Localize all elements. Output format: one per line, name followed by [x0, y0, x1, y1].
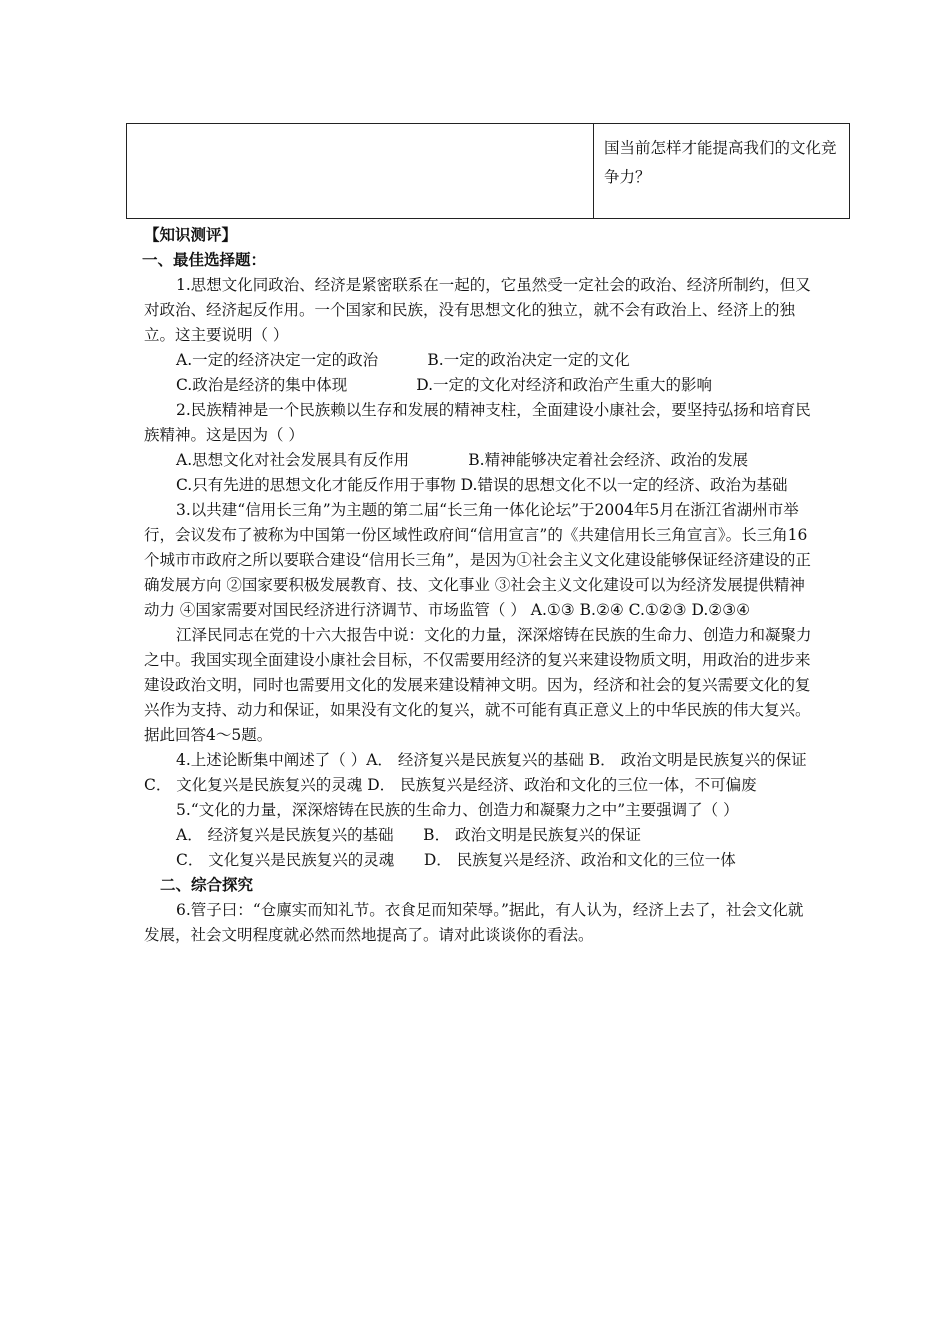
question-5-options-row1: A． 经济复兴是民族复兴的基础 B． 政治文明是民族复兴的保证: [176, 826, 642, 844]
section-title: 【知识测评】: [144, 226, 238, 244]
question-6-stem: 6.管子曰：“仓廪实而知礼节。衣食足而知荣辱。”据此，有人认为，经济上去了，社会文化就发展，社会文明程度就必然而然地提高了。请对此谈谈你的看法。: [144, 901, 804, 944]
top-table: [126, 123, 850, 219]
question-1-options-row2: C.政治是经济的集中体现 D.一定的文化对经济和政治产生重大的影响: [176, 376, 713, 394]
question-2-options-row2: C.只有先进的思想文化才能反作用于事物 D.错误的思想文化不以一定的经济、政治为基础: [176, 476, 788, 494]
question-5-stem: 5.“文化的力量，深深熔铸在民族的生命力、创造力和凝聚力之中”主要强调了（ ）: [176, 801, 739, 819]
document-body: [144, 223, 816, 948]
part1-heading: 一、最佳选择题：: [142, 251, 267, 269]
reading-passage: 江泽民同志在党的十六大报告中说：文化的力量，深深熔铸在民族的生命力、创造力和凝聚力之中。我国实现全面建设小康社会目标，不仅需要用经济的复兴来建设物质文明，用政治的进步来建设政治文明，同时也需要用文化的发展来建设精神文明。因为，经济和社会的复兴需要文化的复兴作为支持、动力和保证，如果没有文化的复兴，就不可能有真正意义上的中华民族的伟大复兴。据此回答4～5题。: [144, 626, 812, 744]
question-5-options-row2: C． 文化复兴是民族复兴的灵魂 D． 民族复兴是经济、政治和文化的三位一体: [176, 851, 736, 869]
table-cell-left: [127, 124, 594, 218]
question-1-options-row1: A.一定的经济决定一定的政治 B.一定的政治决定一定的文化: [176, 351, 630, 369]
question-4-stem: 4.上述论断集中阐述了（ ）A． 经济复兴是民族复兴的基础 B． 政治文明是民族复兴的保证C． 文化复兴是民族复兴的灵魂 D． 民族复兴是经济、政治和文化的三位一体，不可偏废: [144, 751, 807, 794]
part2-heading: 二、综合探究: [160, 876, 254, 894]
question-2-stem: 2.民族精神是一个民族赖以生存和发展的精神支柱，全面建设小康社会，要坚持弘扬和培育民族精神。这是因为（ ）: [144, 401, 811, 444]
question-2-options-row1: A.思想文化对社会发展具有反作用 B.精神能够决定着社会经济、政治的发展: [176, 451, 749, 469]
table-cell-right: 国当前怎样才能提高我们的文化竞争力？: [604, 139, 837, 186]
question-3-stem: 3.以共建“信用长三角”为主题的第二届“长三角一体化论坛”于2004年5月在浙江省湖州市举行，会议发布了被称为中国第一份区域性政府间“信用宣言”的《共建信用长三角宣言》。长三角16个城市市政府之所以要联合建设“信用长三角”，是因为①社会主义文化建设能够保证经济建设的正确发展方向 ②国家要积极发展教育、技、文化事业 ③社会主义文化建设可以为经济发展提供精神动力 ④国家需要对国民经济进行济调节、市场监管（ ） A.①③ B.②④ C.①②③ D.②③④: [144, 501, 811, 619]
question-1-stem: 1.思想文化同政治、经济是紧密联系在一起的，它虽然受一定社会的政治、经济所制约，但又对政治、经济起反作用。一个国家和民族，没有思想文化的独立，就不会有政治上、经济上的独立。这主要说明（ ）: [144, 276, 811, 344]
